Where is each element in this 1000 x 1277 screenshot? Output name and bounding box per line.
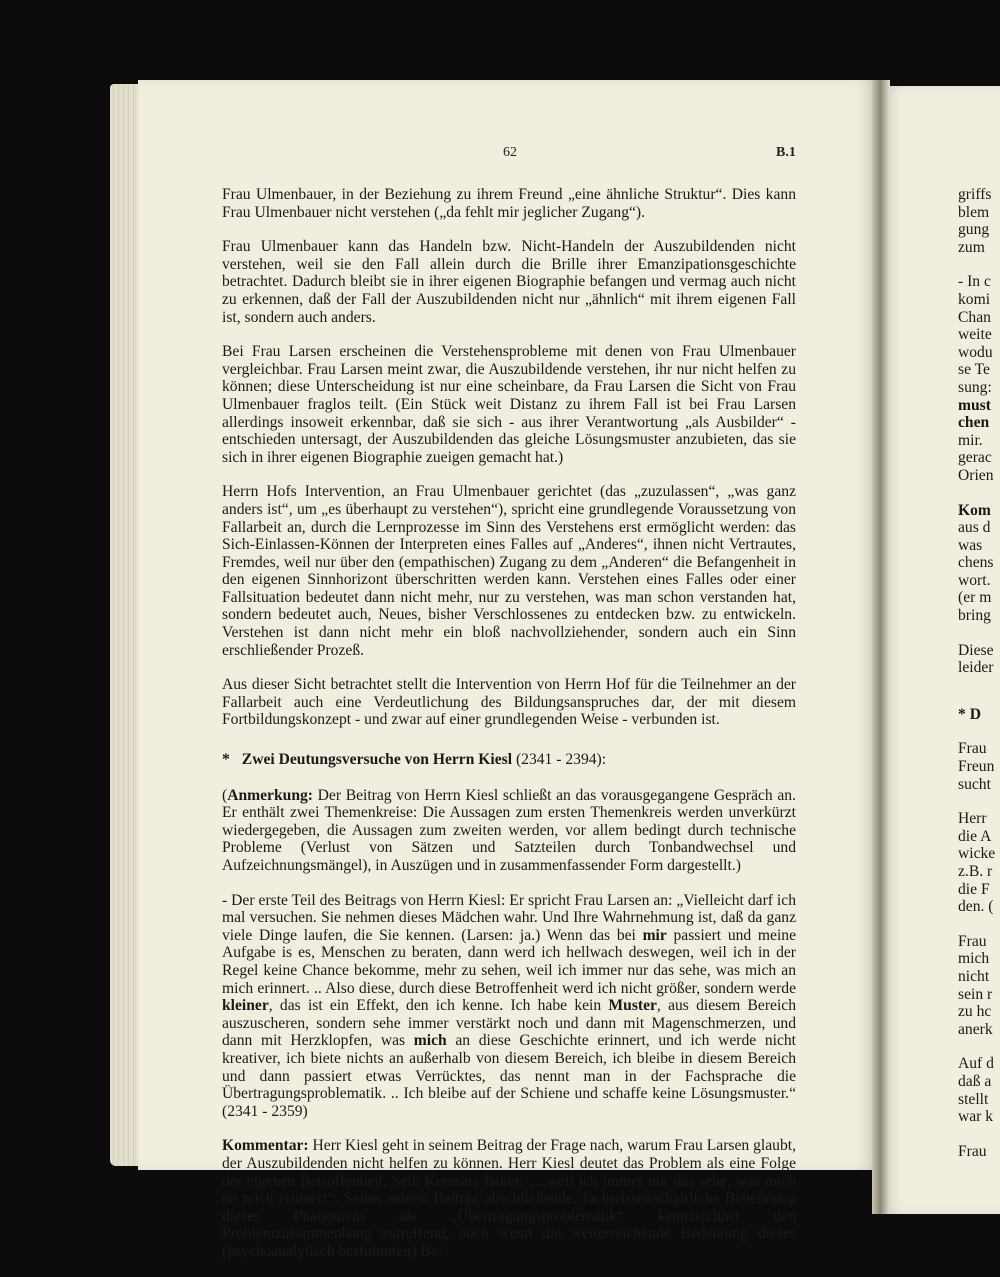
right-fragment-line: aus d [958,519,991,537]
right-fragment-line: gerac [958,449,992,467]
right-fragment-line: wodu [958,343,993,361]
right-fragment-line: blem [958,203,990,221]
right-fragment-line: gung [958,221,990,239]
right-fragment-line: Freun [958,758,995,776]
heading-line-range: (2341 - 2394): [512,751,607,769]
right-fragment-line [958,677,1000,694]
paragraph-3: Bei Frau Larsen erscheinen die Verstehensprobleme mit denen von Frau Ulmenbauer vergleichbar. Frau Larsen meint zwar, die Auszubildende verstehen, ihr nur nicht helfen zu können; diese Unterscheidung ist nur eine scheinbare, da Frau Larsen die Sicht von Frau Ulmenbauer fraglos teilt. (Ein Stück weit Distanz zu ihrem Fall ist bei Frau Larsen allerdings insoweit erkennbar, daß sie sich - aus ihrer Verantwortung „als Ausbilder“ - entschieden untersagt, der Auszubildenden das gleiche Lösungsmuster anzubieten, das sie sich in ihrer eigenen Biographie zueigen gemacht hat.) [222,343,796,466]
anmerkung-text: Der Beitrag von Herrn Kiesl schließt an das vorausgegangene Gespräch an. Er enthält zwei Themenkreise: Die Aussagen zum ersten Themenkreis werden unverkürzt wiedergegeben, die Aussagen zum zweiten werden, vor allem bedingt durch technische Probleme (Verlust von Sätzen und Satzteilen durch Tonbandwechsel und Aufzeichnungsmängel), in Auszügen und in zusammenfassender Form dargestellt.) [222,786,796,874]
right-fragment-line: Diese [958,641,994,659]
right-fragment-line [958,625,1000,642]
quote-part-i: an diese Geschichte erinnert, und ich werde nicht kreativer, ich biete nichts an außerhalb von diesem Bereich, ich bleibe in diesem Bereich und dann passiert etwas Verrücktes, das nennt man in der Fachsprache die Übertragungsproblematik. .. Ich bleibe auf der Schiene und schaffe keine Lösungsmuster.“ (2341 - 2359) [222,1032,797,1120]
right-fragment-line: sein r [958,985,993,1003]
right-fragment-line: Auf d [958,1055,994,1073]
page-number: 62 [503,145,517,160]
right-fragment-line: mich [958,950,990,968]
quote-emphasis-muster: Muster [608,997,657,1015]
kommentar-text: Herr Kiesl geht in seinem Beitrag der Frage nach, warum Frau Larsen glaubt, der Auszubildenden nicht helfen zu können. Herr Kiesl deutet das Problem als eine Folge der eigenen Betroffenheit. Sein Kernsatz lautet: „...weil ich immer nur das sehe, was mich an mich erinnert“. Seine, seinen Beitrag abschließende, fachwissenschaftliche Benennung dieses Phänomens als „Übertragungsproblematik“ kennzeichnet den Problemzusammenhang zutreffend, auch wenn die weiterreichende Bedeutung dieses (psychoanalytisch bestimmten) Be- [222,1137,796,1260]
right-fragment-line: die A [958,827,992,845]
quote-emphasis-kleiner: kleiner [222,997,269,1015]
right-fragment-line: griffs [958,186,992,203]
right-fragment-line [958,916,1000,933]
quote-part-e: , das ist ein Effekt, den ich kenne. Ich habe kein [268,997,609,1015]
right-fragment-line [958,1126,1000,1143]
kommentar-paragraph [222,1137,796,1260]
right-fragment-line [958,793,1000,810]
right-fragment-line: Frau [958,740,987,758]
right-fragment-line: se Te [958,361,990,379]
right-fragment-line [958,256,1000,273]
heading-title: Zwei Deutungsversuche von Herrn Kiesl [241,751,513,769]
right-fragment-line: wicke [958,845,996,863]
quote-emphasis-mich: mich [413,1032,447,1050]
paragraph-5: Aus dieser Sicht betrachtet stellt die Intervention von Herrn Hof für die Teilnehmer an der Fallarbeit auch eine Verdeutlichung des Bildungsanspruches dar, der mit diesem Fortbildungskonzept - und zwar auf einer grundlegenden Weise - verbunden ist. [222,676,796,729]
kommentar-label: Kommentar: [222,1137,309,1155]
anmerkung-paragraph [222,787,796,875]
right-fragment-line: was [958,536,983,554]
right-fragment-line [958,723,1000,740]
right-fragment-line: den. ( [958,898,994,916]
right-fragment-line: die F [958,880,990,898]
right-fragment-line: weite [958,326,992,344]
right-fragment-line: zu hc [958,1003,992,1021]
paragraph-2: Frau Ulmenbauer kann das Handeln bzw. Nicht-Handeln der Auszubildenden nicht verstehen, weil sie den Fall allein durch die Brille ihrer Emanzipationsgeschichte betrachtet. Dadurch bleibt sie in ihrer eigenen Biographie befangen und vermag auch nicht zu erkennen, daß der Fall der Auszubildenden nicht nur „ähnlich“ mit ihrem eigenen Fall ist, sondern auch anders. [222,238,796,326]
quote-paragraph [222,892,796,1121]
quote-part-c: passiert und meine Aufgabe is es, Menschen zu beraten, dann werd ich hellwach deswegen, weil ich in der Regel keine Chance bekomme, mehr zu sehen, weil ich immer nur das sehe, was mich an mich erinnert. .. Also diese, durch diese Betroffenheit werd ich nicht größer, sondern werde [222,926,796,997]
right-fragment-line: zum [958,238,985,256]
section-label: B.1 [776,145,796,160]
right-fragment-line: Frau [958,1142,987,1160]
right-page-text-fragments [958,186,1000,1160]
right-fragment-line: (er m [958,589,992,607]
section-heading [222,751,796,769]
right-fragment-line: wort. [958,571,991,589]
quote-part-a: - Der erste Teil des Beitrags von Herrn Kiesl: Er spricht Frau Larsen an: „Vielleicht darf ich mal versuchen. Sie nehmen dieses Mädchen wahr. Und Ihre Wahrnehmung ist, daß da ganz viele Dinge laufen, die Sie kennen. (Larsen: ja.) Wenn das bei [222,891,796,944]
right-fragment-line: mir. [958,431,983,449]
right-fragment-line: leider [958,659,994,677]
right-fragment-line: z.B. r [958,863,993,880]
right-fragment-line: Herr [958,810,987,828]
right-fragment-line: * D [958,705,981,723]
right-fragment-line: daß a [958,1072,992,1090]
paragraph-4: Herrn Hofs Intervention, an Frau Ulmenbauer gerichtet (das „zuzulassen“, „was ganz anders ist“, um „es überhaupt zu verstehen“), spricht eine grundlegende Voraussetzung von Fallarbeit an, durch die Lernprozesse im Sinn des Verstehens erst ermöglicht werden: das Sich-Einlassen-Können der Interpreten eines Falles auf „Anderes“, ihnen nicht Vertrautes, Fremdes, weil nur über den (empathischen) Zugang zu dem „Anderen“ die Befangenheit in den eigenen Sinnhorizont überschritten werden kann. Verstehen eines Falles oder einer Fallsituation bedeutet dann nicht mehr, nur zu verstehen, was man schon verstanden hat, sondern bedeutet auch, Neues, bisher Verschlossenes zu entdecken bzw. zu entwickeln. Verstehen ist dann nicht mehr ein bloß nachvollziehender, sondern auch ein Sinn erschließender Prozeß. [222,483,796,659]
right-fragment-line: sung: [958,378,992,396]
right-fragment-line: Kom [958,501,991,519]
right-fragment-line: chen [958,414,990,432]
right-fragment-line: sucht [958,775,991,793]
right-fragment-line: must [958,396,991,414]
heading-asterisk: * [222,751,230,769]
right-fragment-line: Chan [958,308,991,326]
quote-emphasis-mir: mir [642,926,667,944]
anmerkung-label: Anmerkung: [227,786,313,804]
main-text-column [222,186,796,1277]
right-fragment-line: bring [958,607,991,625]
right-fragment-line [958,1038,1000,1055]
right-fragment-line: anerk [958,1020,993,1038]
right-fragment-line [958,485,1000,502]
quote-part-g: , aus diesem Bereich auszuscheren, sondern sehe immer verstärkt noch und dann mit Magenschmerzen, und dann mit Herzklopfen, was [222,997,796,1050]
right-fragment-line: komi [958,290,991,308]
right-fragment-line: chens [958,554,994,572]
paragraph-1: Frau Ulmenbauer, in der Beziehung zu ihrem Freund „eine ähnliche Struktur“. Dies kann Frau Ulmenbauer nicht verstehen („da fehlt mir jeglicher Zugang“). [222,186,796,221]
right-fragment-line: Frau [958,932,987,950]
right-fragment-line: Orien [958,466,994,484]
right-fragment-line: nicht [958,967,990,985]
right-fragment-line: stellt [958,1090,989,1108]
anmerkung-open-paren: ( [222,786,228,804]
book-gutter [872,80,890,1214]
right-fragment-line: - In c [958,273,991,291]
right-fragment-line: war k [958,1108,994,1126]
